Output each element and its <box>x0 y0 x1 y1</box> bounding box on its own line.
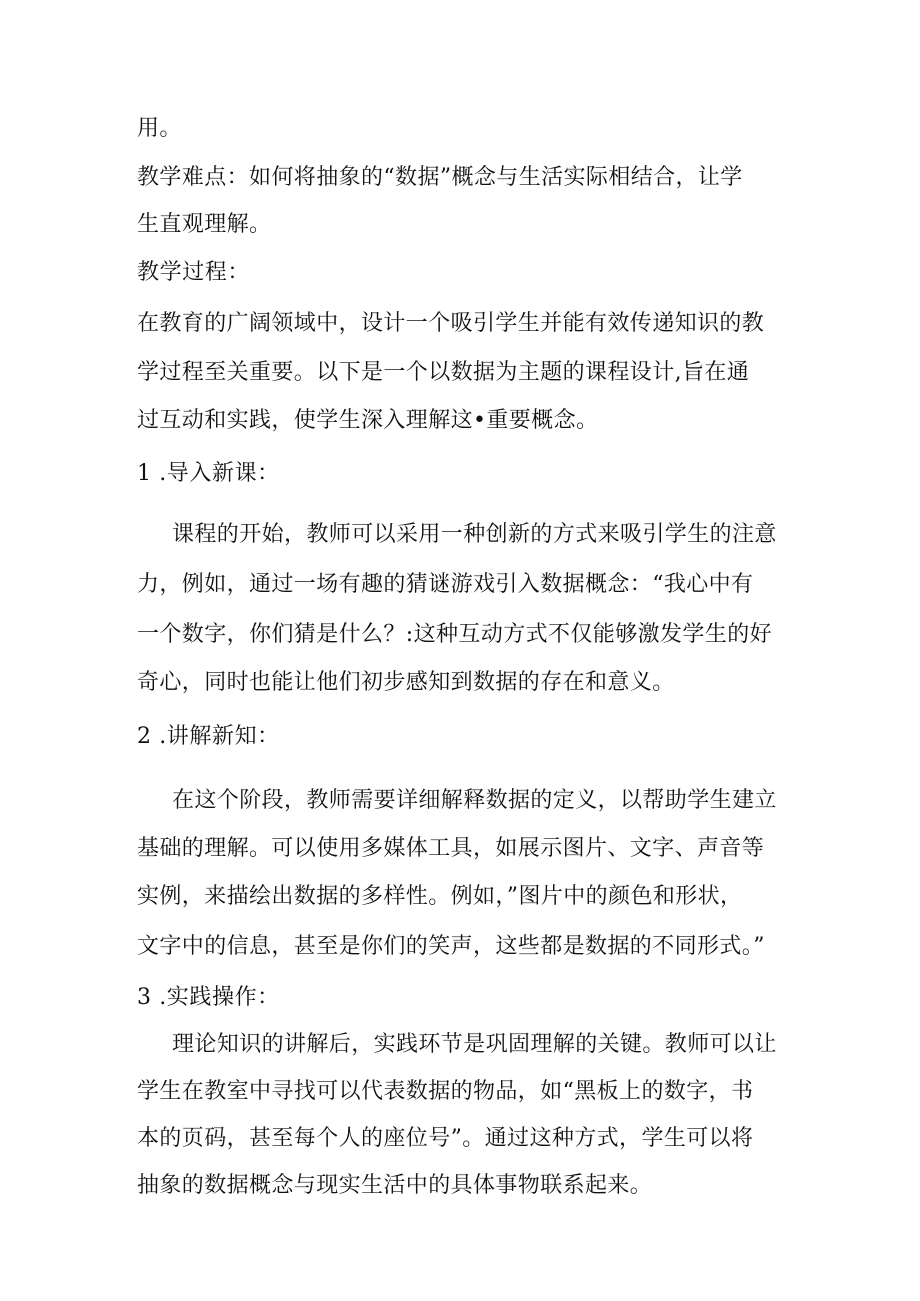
text-line: 生直观理解。 <box>137 212 272 237</box>
section-heading: 3 .实践操作： <box>137 985 280 1010</box>
section-heading: 1 .导入新课： <box>137 461 280 486</box>
text-line: 教学难点：如何将抽象的“数据”概念与生活实际相结合，让学 <box>137 165 743 190</box>
text-line: 学过程至关重要。以下是一个以数据为主题的课程设计,旨在通 <box>137 360 750 385</box>
text-line: 一个数字，你们猜是什么？:这种互动方式不仅能够激发学生的好 <box>137 622 773 647</box>
text-line: 课程的开始，教师可以采用一种创新的方式来吸引学生的注意 <box>172 522 777 547</box>
text-line: 抽象的数据概念与现实生活中的具体事物联系起来。 <box>137 1173 653 1198</box>
text-line: 过互动和实践，使学生深入理解这•重要概念。 <box>137 408 599 433</box>
text-line: 文字中的信息，甚至是你们的笑声，这些都是数据的不同形式。” <box>137 934 765 959</box>
text-line: 学生在教室中寻找可以代表数据的物品，如“黑板上的数字，书 <box>137 1079 754 1104</box>
text-line: 在教育的广阔领域中，设计一个吸引学生并能有效传递知识的教 <box>137 311 765 336</box>
text-line: 实例，来描绘出数据的多样性。例如，”图片中的颜色和形状， <box>137 884 743 909</box>
text-line: 本的页码，甚至每个人的座位号”。通过这种方式，学生可以将 <box>137 1126 754 1151</box>
section-heading: 2 .讲解新知： <box>137 724 280 749</box>
section-heading: 教学过程： <box>137 260 251 285</box>
text-line: 理论知识的讲解后，实践环节是巩固理解的关键。教师可以让 <box>172 1032 777 1057</box>
text-line: 用。 <box>137 116 182 141</box>
text-line: 力，例如，通过一场有趣的猜谜游戏引入数据概念：“我心中有 <box>137 572 754 597</box>
text-line: 在这个阶段，教师需要详细解释数据的定义，以帮助学生建立 <box>172 788 777 813</box>
text-line: 基础的理解。可以使用多媒体工具，如展示图片、文字、声音等 <box>137 836 765 861</box>
text-line: 奇心，同时也能让他们初步感知到数据的存在和意义。 <box>137 670 675 695</box>
